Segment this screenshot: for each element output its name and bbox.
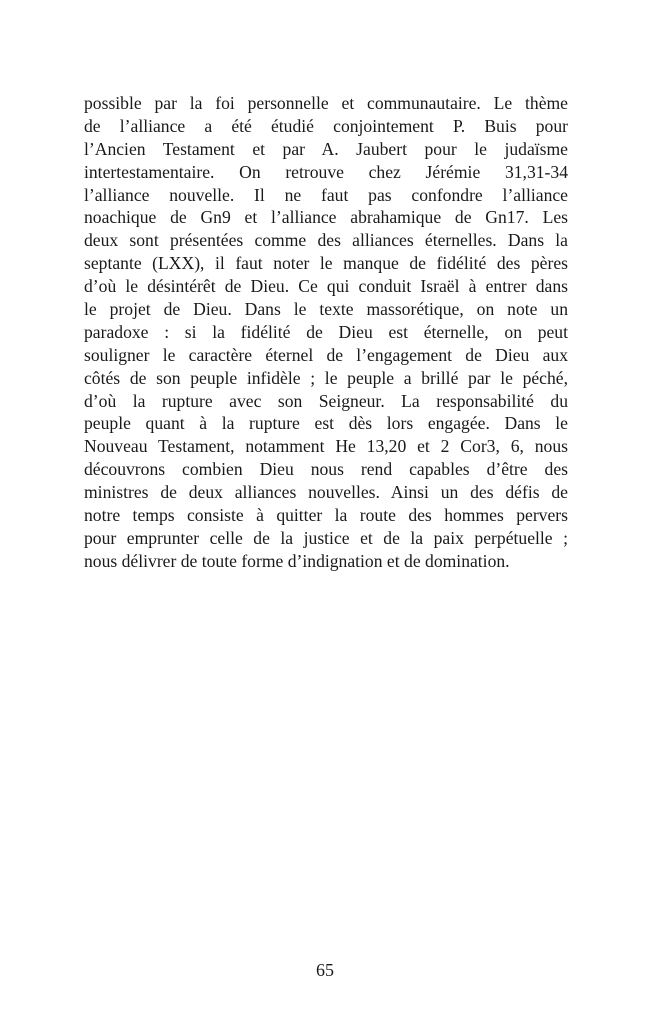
text-line: peuple quant à la rupture est dès lors engagée. Dans le — [84, 413, 568, 434]
text-line: ministres de deux alliances nouvelles. Ainsi un des défis de — [84, 482, 568, 503]
text-line: notre temps consiste à quitter la route des hommes pervers — [84, 505, 568, 526]
text-line: Nouveau Testament, notamment He 13,20 et 2 Cor3, 6, nous — [84, 436, 568, 457]
text-line: de l’alliance a été étudié conjointement P. Buis pour — [84, 115, 568, 136]
text-line: souligner le caractère éternel de l’engagement de Dieu aux — [84, 344, 568, 365]
text-line: découvrons combien Dieu nous rend capables d’être des — [84, 459, 568, 480]
text-line: intertestamentaire. On retrouve chez Jérémie 31,31-34 — [84, 161, 568, 182]
text-line: paradoxe : si la fidélité de Dieu est éternelle, on peut — [84, 321, 568, 342]
text-line: d’où la rupture avec son Seigneur. La responsabilité du — [84, 390, 568, 411]
text-line: noachique de Gn9 et l’alliance abrahamique de Gn17. Les — [84, 207, 568, 228]
text-line: d’où le désintérêt de Dieu. Ce qui conduit Israël à entrer dans — [84, 276, 568, 297]
text-line: le projet de Dieu. Dans le texte massorétique, on note un — [84, 299, 568, 320]
page-number: 65 — [316, 960, 334, 980]
body-paragraph — [84, 92, 568, 573]
text-line: pour emprunter celle de la justice et de la paix perpétuelle ; — [84, 527, 568, 548]
text-line: l’alliance nouvelle. Il ne faut pas confondre l’alliance — [84, 184, 568, 205]
text-line: possible par la foi personnelle et communautaire. Le thème — [84, 93, 568, 113]
text-line: deux sont présentées comme des alliances éternelles. Dans la — [84, 230, 568, 251]
text-line: septante (LXX), il faut noter le manque de fidélité des pères — [84, 253, 568, 274]
text-line: nous délivrer de toute forme d’indignation et de domination. — [84, 550, 510, 571]
text-line: l’Ancien Testament et par A. Jaubert pour le judaïsme — [84, 138, 568, 159]
text-line: côtés de son peuple infidèle ; le peuple a brillé par le péché, — [84, 367, 568, 388]
